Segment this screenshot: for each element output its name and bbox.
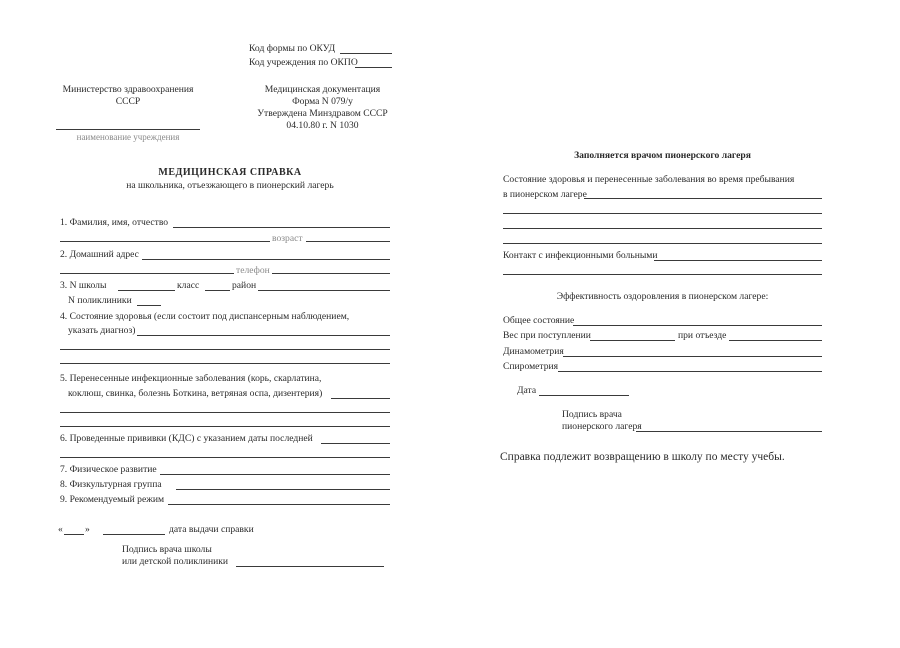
field-4-label-2: указать диагноз)	[68, 325, 136, 336]
school-doctor-sig-label-2: или детской поликлиники	[122, 556, 229, 567]
camp-state-field-4[interactable]	[503, 243, 822, 244]
full-name-field[interactable]	[173, 227, 390, 228]
dynamometry-field[interactable]	[563, 356, 822, 357]
clinic-field[interactable]	[137, 305, 161, 306]
approved-by: Утверждена Минздравом СССР	[257, 108, 388, 119]
field-8-label: 8. Физкультурная группа	[60, 479, 162, 490]
weight-out-label: при отъезде	[678, 330, 727, 341]
vaccinations-field[interactable]	[321, 443, 390, 444]
camp-heading: Заполняется врачом пионерского лагеря	[574, 150, 751, 161]
address-field[interactable]	[142, 259, 390, 260]
clinic-label: N поликлиники	[68, 295, 132, 306]
general-state-field[interactable]	[573, 325, 822, 326]
field-2-label: 2. Домашний адрес	[60, 249, 139, 260]
camp-doctor-sig-label: Подпись врача	[562, 409, 622, 420]
efficiency-heading: Эффективность оздоровления в пионерском лагере:	[556, 291, 769, 302]
school-number-field[interactable]	[118, 290, 175, 291]
okud-label: Код формы по ОКУД	[249, 43, 336, 54]
pe-group-field[interactable]	[176, 489, 390, 490]
field-5-label: 5. Перенесенные инфекционные заболевания (корь, скарлатина,	[60, 373, 322, 384]
return-note: Справка подлежит возвращению в школу по месту учебы.	[500, 451, 785, 463]
camp-date-field[interactable]	[539, 395, 629, 396]
camp-state-field-3[interactable]	[503, 228, 822, 229]
vaccinations-field-2[interactable]	[60, 457, 390, 458]
med-doc-label: Медицинская документация	[264, 84, 381, 95]
infections-field[interactable]	[331, 398, 390, 399]
form-number: Форма N 079/у	[292, 96, 353, 107]
full-name-field-2[interactable]	[60, 241, 270, 242]
age-field[interactable]	[306, 241, 390, 242]
infections-field-2[interactable]	[60, 412, 390, 413]
issue-month-field[interactable]	[103, 534, 165, 535]
camp-doctor-signature-field[interactable]	[636, 431, 822, 432]
district-label: район	[232, 280, 257, 291]
page-subtitle: на школьника, отъезжающего в пионерский лагерь	[126, 180, 334, 191]
spirometry-label: Спирометрия	[503, 361, 559, 372]
contact-field[interactable]	[654, 260, 822, 261]
phone-label: телефон	[236, 265, 270, 276]
infections-field-3[interactable]	[60, 426, 390, 427]
regime-field[interactable]	[168, 504, 390, 505]
field-1-label: 1. Фамилия, имя, отчество	[60, 217, 169, 228]
field-6-label: 6. Проведенные прививки (КДС) с указанием даты последней	[60, 433, 313, 444]
health-field-3[interactable]	[60, 363, 390, 364]
camp-date-label: Дата	[517, 385, 537, 396]
class-label: класс	[177, 280, 200, 291]
ministry-line1: Министерство здравоохранения	[62, 84, 194, 95]
quote-close: »	[85, 524, 90, 535]
field-4-label: 4. Состояние здоровья (если состоит под диспансерным наблюдением,	[60, 311, 350, 322]
address-field-2[interactable]	[60, 273, 234, 274]
page-title: МЕДИЦИНСКАЯ СПРАВКА	[158, 167, 302, 178]
dynamometry-label: Динамометрия	[503, 346, 564, 357]
field-9-label: 9. Рекомендуемый режим	[60, 494, 165, 505]
ministry-line2: СССР	[115, 96, 141, 107]
camp-state-field-2[interactable]	[503, 213, 822, 214]
institution-caption: наименование учреждения	[76, 132, 180, 142]
issue-day-field[interactable]	[64, 534, 84, 535]
field-5-label-2: коклюш, свинка, болезнь Боткина, ветряная оспа, дизентерия)	[68, 388, 323, 399]
institution-field[interactable]	[56, 129, 200, 130]
health-field-2[interactable]	[60, 349, 390, 350]
contact-label: Контакт с инфекционными больными	[503, 250, 658, 261]
issue-date-label: дата выдачи справки	[169, 524, 254, 535]
phone-field[interactable]	[272, 273, 390, 274]
class-field[interactable]	[205, 290, 230, 291]
district-field[interactable]	[258, 290, 390, 291]
weight-in-field[interactable]	[590, 340, 675, 341]
school-doctor-signature-field[interactable]	[236, 566, 384, 567]
spirometry-field[interactable]	[558, 371, 822, 372]
field-7-label: 7. Физическое развитие	[60, 464, 157, 475]
weight-out-field[interactable]	[729, 340, 822, 341]
contact-field-2[interactable]	[503, 274, 822, 275]
okud-field[interactable]	[340, 53, 392, 54]
camp-state-label-2: в пионерском лагере	[503, 189, 587, 200]
okpo-label: Код учреждения по ОКПО	[249, 57, 358, 68]
okpo-field[interactable]	[355, 67, 392, 68]
school-doctor-sig-label: Подпись врача школы	[122, 544, 212, 555]
field-3-label: 3. N школы	[60, 280, 107, 291]
quote-open: «	[58, 524, 63, 535]
physical-development-field[interactable]	[160, 474, 390, 475]
camp-state-field[interactable]	[584, 198, 822, 199]
order-date: 04.10.80 г. N 1030	[286, 120, 359, 131]
general-state-label: Общее состояние	[503, 315, 575, 326]
age-label: возраст	[272, 233, 303, 244]
camp-state-label: Состояние здоровья и перенесенные заболевания во время пребывания	[503, 174, 795, 185]
camp-doctor-sig-label-2: пионерского лагеря	[562, 421, 642, 432]
weight-in-label: Вес при поступлении	[503, 330, 591, 341]
health-field[interactable]	[137, 335, 390, 336]
